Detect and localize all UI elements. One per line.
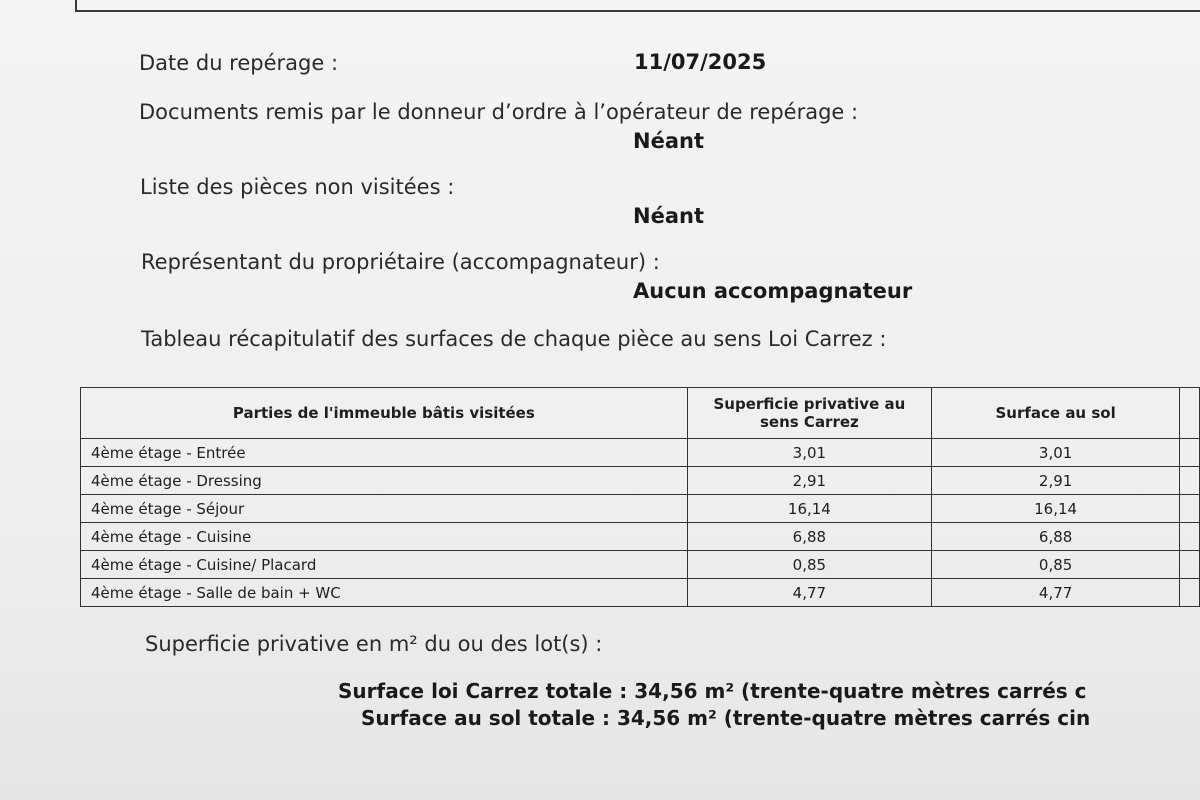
carrez-value: 16,14 [687, 495, 931, 523]
table-row [81, 467, 1200, 495]
extra-cell [1180, 579, 1200, 607]
documents-value: Néant [633, 129, 704, 153]
room-name: 4ème étage - Séjour [81, 495, 688, 523]
floor-value: 4,77 [932, 579, 1180, 607]
documents-label: Documents remis par le donneur d’ordre à l’opérateur de repérage : [139, 100, 859, 124]
date-label: Date du repérage : [139, 51, 339, 75]
private-area-label: Superficie privative en m² du ou des lot(s) : [145, 632, 603, 656]
extra-cell [1180, 467, 1200, 495]
carrez-value: 2,91 [687, 467, 931, 495]
carrez-value: 6,88 [687, 523, 931, 551]
room-name: 4ème étage - Salle de bain + WC [81, 579, 688, 607]
table-row [81, 579, 1200, 607]
header-carrez: Superficie privative au sens Carrez [687, 388, 931, 439]
extra-cell [1180, 439, 1200, 467]
surfaces-table [80, 387, 1200, 607]
table-row [81, 439, 1200, 467]
floor-value: 2,91 [932, 467, 1180, 495]
rooms-not-visited-value: Néant [633, 204, 704, 228]
representative-value: Aucun accompagnateur [633, 279, 913, 303]
table-row [81, 495, 1200, 523]
floor-total: Surface au sol totale : 34,56 m² (trente-quatre mètres carrés cin [361, 706, 1091, 730]
table-header-row [81, 388, 1200, 439]
table-row [81, 523, 1200, 551]
extra-cell [1180, 495, 1200, 523]
extra-cell [1180, 523, 1200, 551]
carrez-total: Surface loi Carrez totale : 34,56 m² (trente-quatre mètres carrés c [338, 679, 1087, 703]
header-floor: Surface au sol [932, 388, 1180, 439]
summary-table-title: Tableau récapitulatif des surfaces de chaque pièce au sens Loi Carrez : [141, 327, 887, 351]
carrez-value: 3,01 [687, 439, 931, 467]
rooms-not-visited-label: Liste des pièces non visitées : [140, 175, 455, 199]
room-name: 4ème étage - Cuisine [81, 523, 688, 551]
room-name: 4ème étage - Dressing [81, 467, 688, 495]
floor-value: 6,88 [932, 523, 1180, 551]
carrez-value: 0,85 [687, 551, 931, 579]
previous-section-frame [75, 0, 1200, 12]
header-parts: Parties de l'immeuble bâtis visitées [81, 388, 688, 439]
extra-cell [1180, 551, 1200, 579]
carrez-value: 4,77 [687, 579, 931, 607]
representative-label: Représentant du propriétaire (accompagnateur) : [141, 250, 660, 274]
header-extra [1180, 388, 1200, 439]
floor-value: 3,01 [932, 439, 1180, 467]
room-name: 4ème étage - Entrée [81, 439, 688, 467]
table-row [81, 551, 1200, 579]
date-value: 11/07/2025 [634, 50, 767, 74]
floor-value: 16,14 [932, 495, 1180, 523]
floor-value: 0,85 [932, 551, 1180, 579]
room-name: 4ème étage - Cuisine/ Placard [81, 551, 688, 579]
